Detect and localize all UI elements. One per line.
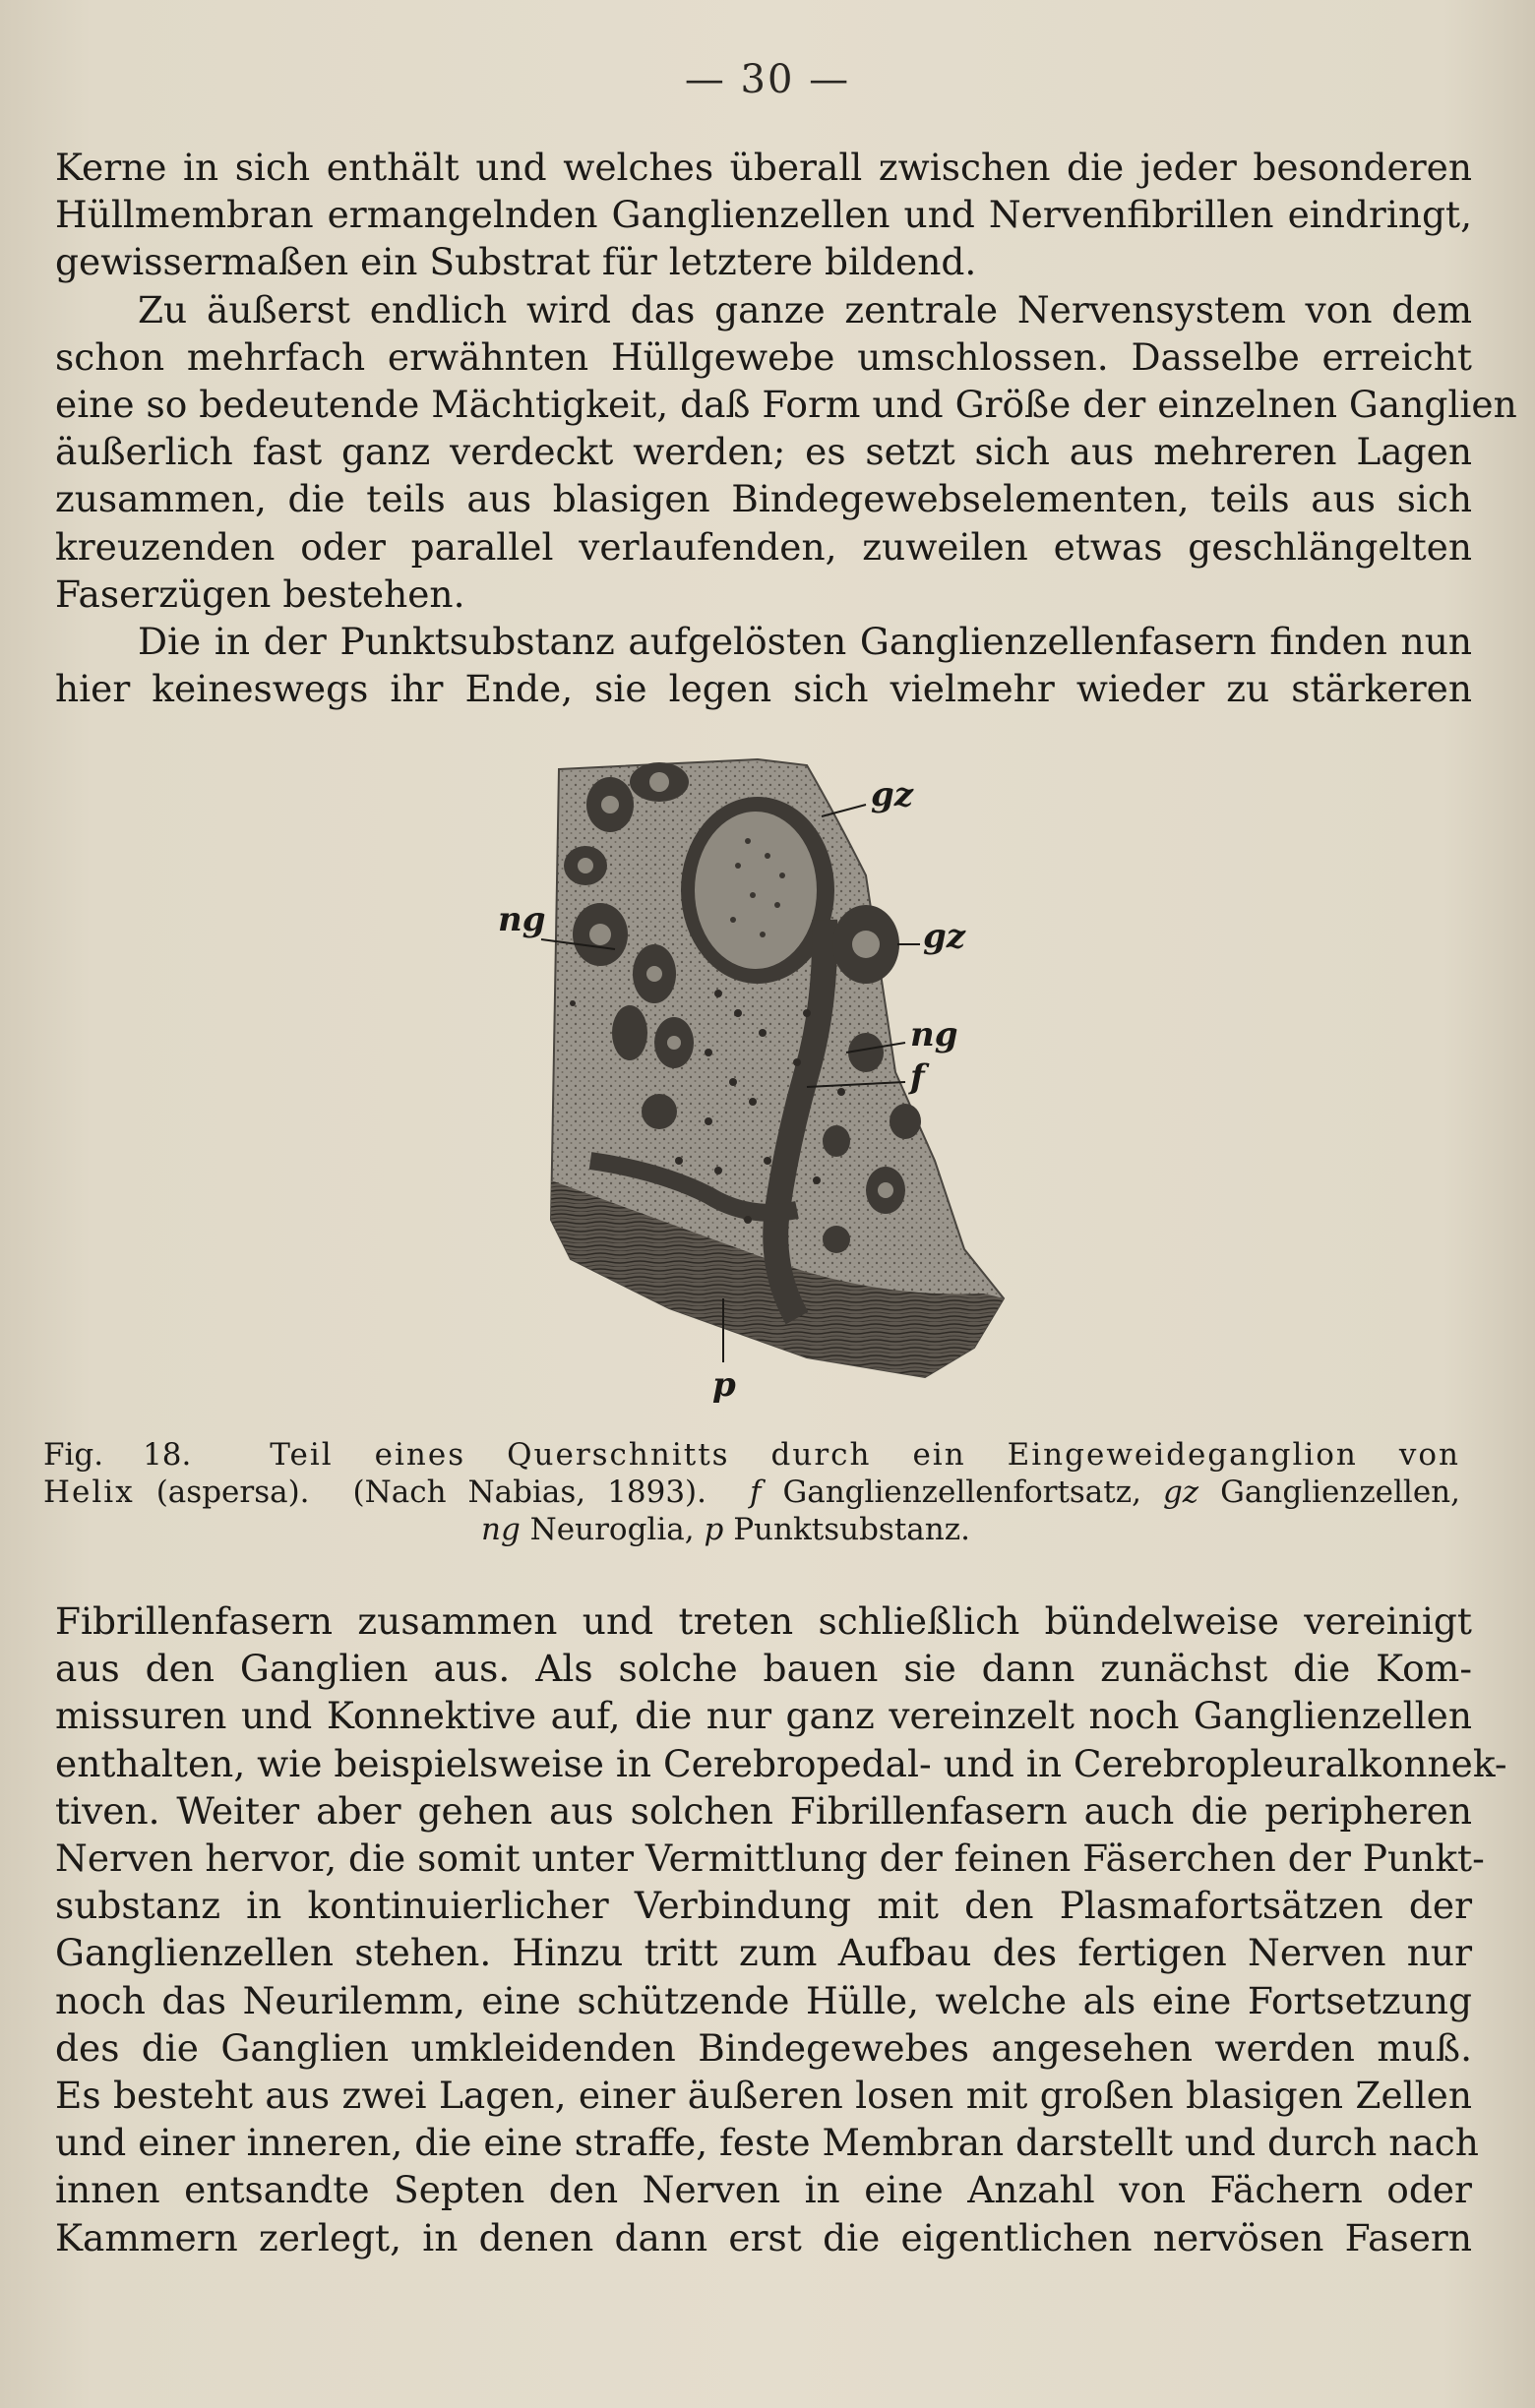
text-line: zusammen, die teils aus blasigen Bindegewebselementen, teils aus sich [55,477,1472,521]
text-line: aus den Ganglien aus. Als solche bauen sie dann zunächst die Kom- [55,1647,1472,1691]
text-line: Fibrillenfasern zusammen und treten schließlich bündelweise vereinigt [55,1599,1472,1643]
text-line: gewissermaßen ein Substrat für letztere bildend. [55,240,977,284]
label-p: p [712,1365,736,1405]
text-line: schon mehrfach erwähnten Hüllgewebe umschlossen. Dasselbe erreicht [55,334,1472,379]
text-line: noch das Neurilemm, eine schützende Hülle, welche als eine Fortsetzung [55,1978,1472,2022]
label-gz-top: gz [871,775,914,814]
caption-line-2: Helix (aspersa). (Nach Nabias, 1893). f Ganglienzellenfortsatz, gz Ganglienzellen, [43,1475,1460,1510]
text-line: Ganglienzellen stehen. Hinzu tritt zum Aufbau des fertigen Nerven nur [55,1931,1472,1975]
text-line: Es besteht aus zwei Lagen, einer äußeren losen mit großen blasigen Zellen [55,2074,1472,2118]
text-line: Zu äußerst endlich wird das ganze zentrale Nervensystem von dem [138,287,1472,331]
label-ng-right: ng [910,1015,958,1054]
label-ng-left: ng [498,900,546,939]
text-line: kreuzenden oder parallel verlaufenden, zuweilen etwas geschlängelten [55,524,1472,569]
text-line: substanz in kontinuierlicher Verbindung mit den Plasmafortsätzen der [55,1884,1472,1928]
text-line: des die Ganglien umkleidenden Bindegewebes angesehen werden muß. [55,2025,1472,2070]
page-number: — 30 — [684,57,851,102]
text-line: Die in der Punktsubstanz aufgelösten Ganglienzellenfasern finden nun [138,620,1472,664]
label-f: f [910,1057,925,1097]
text-line: Faserzügen bestehen. [55,572,465,616]
ganglion-illustration [512,748,1063,1436]
label-gz-right: gz [923,917,966,956]
text-line: tiven. Weiter aber gehen aus solchen Fibrillenfasern auch die peripheren [55,1788,1472,1833]
text-line: eine so bedeutende Mächtigkeit, daß Form und Größe der einzelnen Ganglien [55,383,1517,427]
body-text-top [55,144,1517,712]
text-line: Kammern zerlegt, in denen dann erst die eigentlichen nervösen Fasern [55,2215,1472,2259]
text-line: missuren und Konnektive auf, die nur ganz vereinzelt noch Ganglienzellen [55,1694,1472,1738]
text-line: Hüllmembran ermangelnden Ganglienzellen und Nervenfibrillen eindringt, [55,193,1472,237]
text-line: Nerven hervor, die somit unter Vermittlung der feinen Fäserchen der Punkt- [55,1836,1485,1881]
text-line: enthalten, wie beispielsweise in Cerebropedal- und in Cerebropleuralkonnek- [55,1741,1507,1785]
figure-caption [43,1436,1460,1548]
text-line: hier keineswegs ihr Ende, sie legen sich vielmehr wieder zu stärkeren [55,667,1472,711]
caption-line-1: Fig. 18. Teil eines Querschnitts durch ein Eingeweideganglion von [43,1437,1460,1473]
text-line: und einer inneren, die eine straffe, feste Membran darstellt und durch nach [55,2121,1479,2165]
body-text-bottom [55,1597,1507,2261]
text-line: äußerlich fast ganz verdeckt werden; es setzt sich aus mehreren Lagen [55,430,1472,474]
figure-ganglion-section [498,748,1063,1436]
text-line: Kerne in sich enthält und welches überall zwischen die jeder besonderen [55,146,1472,189]
caption-line-3: ng Neuroglia, p Punktsubstanz. [481,1512,970,1547]
text-line: innen entsandte Septen den Nerven in eine Anzahl von Fächern oder [55,2168,1472,2212]
